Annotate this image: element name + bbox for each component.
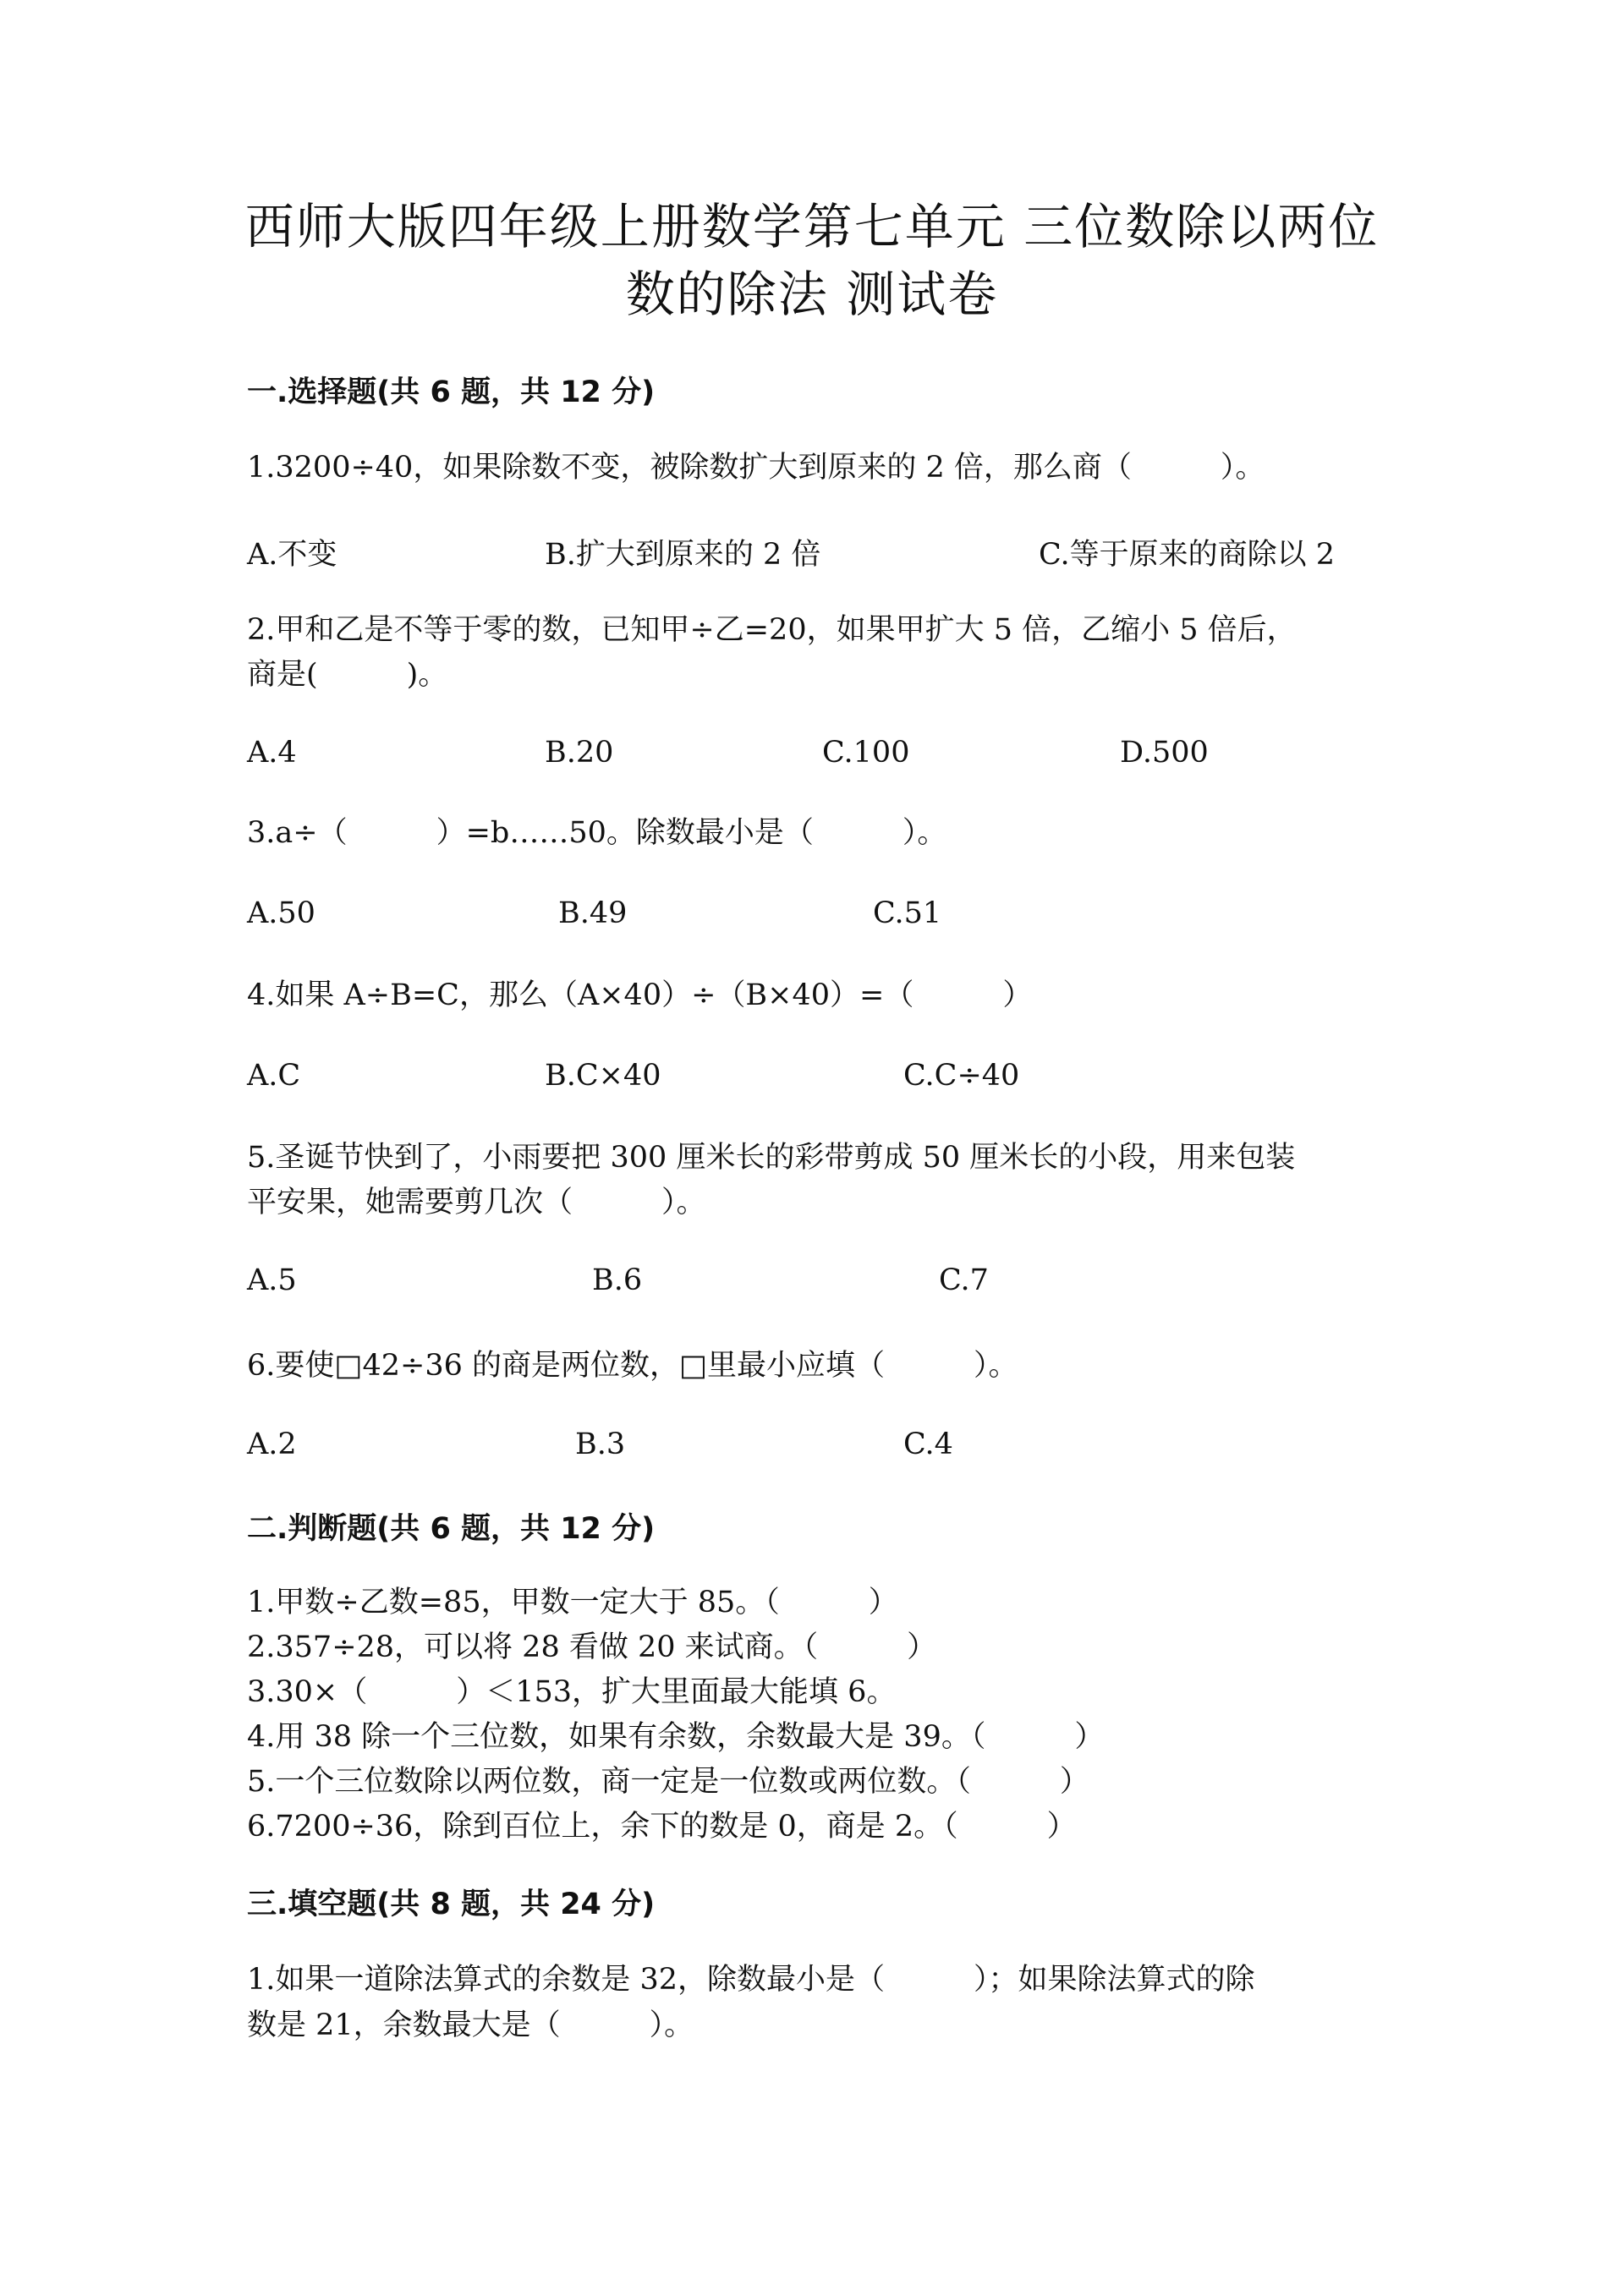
choice-q1-option-a: A.不变 <box>247 538 337 572</box>
choice-q3-stem: 3.a÷（ ）=b……50。除数最小是（ ）。 <box>247 816 947 850</box>
judge-item-1: 1.甲数÷乙数=85，甲数一定大于 85。（ ） <box>247 1586 898 1619</box>
section-heading-choice: 一.选择题(共 6 题，共 12 分) <box>247 375 656 409</box>
judge-item-3: 3.30×（ ）＜153，扩大里面最大能填 6。 <box>247 1675 897 1709</box>
choice-q2-stem-line2: 商是( )。 <box>247 658 448 692</box>
judge-item-2: 2.357÷28，可以将 28 看做 20 来试商。（ ） <box>247 1630 937 1664</box>
choice-q3-option-b: B.49 <box>558 896 628 930</box>
choice-q3-option-c: C.51 <box>873 896 942 930</box>
fill-q1-line1: 1.如果一道除法算式的余数是 32，除数最小是（ ）；如果除法算式的除 <box>247 1963 1255 1997</box>
fill-q1-line2: 数是 21，余数最大是（ ）。 <box>247 2008 694 2042</box>
choice-q2-stem-line1: 2.甲和乙是不等于零的数，已知甲÷乙=20，如果甲扩大 5 倍，乙缩小 5 倍后， <box>247 613 1297 647</box>
choice-q4-stem: 4.如果 A÷B=C，那么（A×40）÷（B×40）=（ ） <box>247 978 1033 1012</box>
choice-q4-option-c: C.C÷40 <box>903 1059 1020 1093</box>
choice-q2-option-b: B.20 <box>545 736 614 770</box>
choice-q2-option-c: C.100 <box>822 736 910 770</box>
choice-q3-option-a: A.50 <box>247 896 315 930</box>
judge-item-6: 6.7200÷36，除到百位上，余下的数是 0，商是 2。（ ） <box>247 1810 1077 1844</box>
choice-q5-option-b: B.6 <box>592 1263 643 1297</box>
choice-q5-option-a: A.5 <box>247 1263 297 1297</box>
choice-q4-option-b: B.C×40 <box>545 1059 661 1093</box>
section-heading-judge: 二.判断题(共 6 题，共 12 分) <box>247 1512 656 1546</box>
choice-q6-option-b: B.3 <box>575 1427 626 1461</box>
judge-item-4: 4.用 38 除一个三位数，如果有余数，余数最大是 39。（ ） <box>247 1720 1105 1754</box>
choice-q2-option-d: D.500 <box>1120 736 1209 770</box>
choice-q5-option-c: C.7 <box>939 1263 989 1297</box>
choice-q6-option-c: C.4 <box>903 1427 953 1461</box>
choice-q6-option-a: A.2 <box>247 1427 297 1461</box>
choice-q4-option-a: A.C <box>247 1059 301 1093</box>
choice-q5-stem-line1: 5.圣诞节快到了，小雨要把 300 厘米长的彩带剪成 50 厘米长的小段，用来包装 <box>247 1141 1296 1175</box>
title-line-1: 西师大版四年级上册数学第七单元 三位数除以两位 <box>244 198 1380 255</box>
page-title <box>220 193 1404 328</box>
title-line-2: 数的除法 测试卷 <box>625 266 999 323</box>
choice-q1-stem: 1.3200÷40，如果除数不变，被除数扩大到原来的 2 倍，那么商（ ）。 <box>247 451 1265 485</box>
choice-q6-stem: 6.要使□42÷36 的商是两位数，□里最小应填（ ）。 <box>247 1349 1018 1383</box>
choice-q5-stem-line2: 平安果，她需要剪几次（ ）。 <box>247 1186 706 1219</box>
section-heading-fill: 三.填空题(共 8 题，共 24 分) <box>247 1888 656 1921</box>
choice-q2-option-a: A.4 <box>247 736 297 770</box>
judge-item-5: 5.一个三位数除以两位数，商一定是一位数或两位数。（ ） <box>247 1765 1089 1799</box>
choice-q1-option-c: C.等于原来的商除以 2 <box>1039 538 1336 572</box>
choice-q1-option-b: B.扩大到原来的 2 倍 <box>545 538 821 572</box>
